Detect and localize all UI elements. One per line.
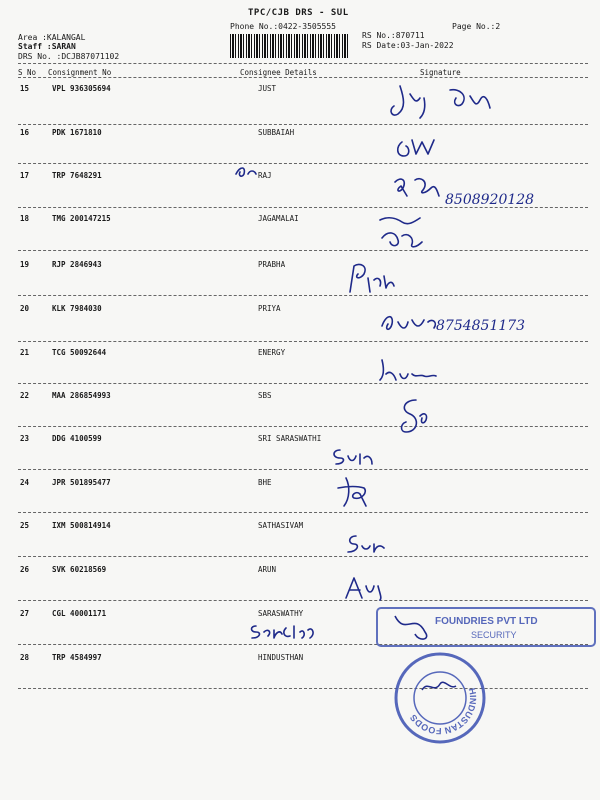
staff-label: Staff :SARAN xyxy=(18,42,76,51)
row-consignee: SRI SARASWATHI xyxy=(258,434,322,443)
row-consignee: JAGAMALAI xyxy=(258,214,299,223)
signature-17 xyxy=(385,166,545,212)
row-sno: 20 xyxy=(20,304,30,313)
signature-22 xyxy=(390,392,440,444)
signature-20 xyxy=(372,300,562,344)
row-sno: 19 xyxy=(20,260,30,269)
rs-number: RS No.:870711 xyxy=(362,31,425,40)
area-label: Area :KALANGAL xyxy=(18,33,86,42)
table-row xyxy=(0,434,600,477)
table-row xyxy=(0,348,600,391)
row-divider xyxy=(18,426,588,427)
table-row xyxy=(0,128,600,171)
row-consignment: SVK 60218569 xyxy=(52,565,107,574)
col-consignee: Consignee Details xyxy=(240,68,317,77)
row-consignment: TMG 200147215 xyxy=(52,214,111,223)
row-sno: 22 xyxy=(20,391,30,400)
row-consignment: DDG 4100599 xyxy=(52,434,102,443)
row-consignee: PRIYA xyxy=(258,304,281,313)
signature-25 xyxy=(340,530,390,558)
row-divider xyxy=(18,250,588,251)
row-consignment: JPR 501895477 xyxy=(52,478,111,487)
row-consignment: KLK 7984030 xyxy=(52,304,102,313)
row-consignee: PRABHA xyxy=(258,260,286,269)
row-divider xyxy=(18,512,588,513)
row-consignment: CGL 40001171 xyxy=(52,609,107,618)
company-stamp xyxy=(375,606,597,648)
row-sno: 16 xyxy=(20,128,30,137)
row-consignee: HINDUSTHAN xyxy=(258,653,304,662)
signature-17-mark xyxy=(232,164,262,180)
row-consignee: RAJ xyxy=(258,171,272,180)
row-consignment: TCG 50092644 xyxy=(52,348,107,357)
col-consignment: Consignment No xyxy=(48,68,112,77)
col-signature: Signature xyxy=(420,68,461,77)
handwritten-phone-17: 8508920128 xyxy=(445,192,535,208)
row-consignment: TRP 7648291 xyxy=(52,171,102,180)
rs-date: RS Date:03-Jan-2022 xyxy=(362,41,454,50)
row-sno: 21 xyxy=(20,348,30,357)
table-row xyxy=(0,478,600,521)
table-row xyxy=(0,653,600,696)
row-sno: 24 xyxy=(20,478,30,487)
row-divider xyxy=(18,383,588,384)
signature-16 xyxy=(390,128,460,164)
row-sno: 15 xyxy=(20,84,30,93)
row-consignee: SATHASIVAM xyxy=(258,521,304,530)
row-sno: 28 xyxy=(20,653,30,662)
row-consignee: SBS xyxy=(258,391,272,400)
row-sno: 18 xyxy=(20,214,30,223)
signature-23 xyxy=(326,442,386,470)
row-consignment: PDK 1671810 xyxy=(52,128,102,137)
seal-text: HINDUSTAN FOODS xyxy=(407,687,479,737)
row-sno: 17 xyxy=(20,171,30,180)
row-sno: 25 xyxy=(20,521,30,530)
table-row xyxy=(0,521,600,564)
drs-number: DRS No. :DCJB87071102 xyxy=(18,52,120,61)
row-consignment: TRP 4584997 xyxy=(52,653,102,662)
row-consignee: ENERGY xyxy=(258,348,286,357)
stamp-company-name: FOUNDRIES PVT LTD xyxy=(435,616,538,627)
row-consignee: ARUN xyxy=(258,565,277,574)
phone-number: Phone No.:0422-3505555 xyxy=(230,22,336,31)
row-consignee: SUBBAIAH xyxy=(258,128,295,137)
handwritten-phone-20: 8754851173 xyxy=(436,318,526,334)
row-consignment: MAA 286854993 xyxy=(52,391,111,400)
row-divider xyxy=(18,124,588,125)
signature-15 xyxy=(380,78,520,122)
barcode xyxy=(230,34,350,58)
stamp-security: SECURITY xyxy=(471,630,517,640)
signature-26 xyxy=(340,572,390,602)
table-row xyxy=(0,391,600,434)
table-row xyxy=(0,565,600,608)
signature-18 xyxy=(372,208,442,254)
row-consignment: VPL 936305694 xyxy=(52,84,111,93)
row-divider xyxy=(18,469,588,470)
page-number: Page No.:2 xyxy=(452,22,501,31)
header-divider xyxy=(18,63,588,64)
round-seal xyxy=(392,650,488,746)
row-sno: 27 xyxy=(20,609,30,618)
row-sno: 23 xyxy=(20,434,30,443)
signature-21 xyxy=(372,352,442,388)
signature-19 xyxy=(340,258,400,300)
row-divider xyxy=(18,688,588,689)
col-sno: S No xyxy=(18,68,37,77)
signature-24 xyxy=(330,470,380,514)
row-sno: 26 xyxy=(20,565,30,574)
row-divider xyxy=(18,556,588,557)
row-consignment: RJP 2846943 xyxy=(52,260,102,269)
signature-27 xyxy=(246,618,336,644)
table-row xyxy=(0,260,600,303)
row-divider xyxy=(18,163,588,164)
row-divider xyxy=(18,600,588,601)
row-consignment: IXM 500814914 xyxy=(52,521,111,530)
row-consignee: BHE xyxy=(258,478,272,487)
row-divider xyxy=(18,295,588,296)
row-consignee: JUST xyxy=(258,84,277,93)
document-title: TPC/CJB DRS - SUL xyxy=(248,8,349,18)
row-consignee: SARASWATHY xyxy=(258,609,304,618)
